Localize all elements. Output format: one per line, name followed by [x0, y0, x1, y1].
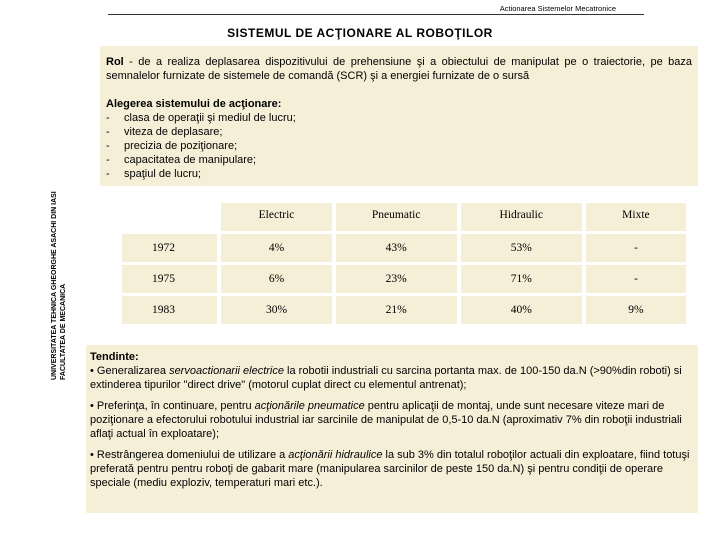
role-paragraph [106, 55, 692, 83]
table-cell: 4% [221, 234, 331, 262]
criteria-list [106, 111, 506, 181]
table-cell: 23% [336, 265, 457, 293]
header-divider [108, 14, 644, 15]
faculty-name: FACULTATEA DE MECANICA [60, 283, 67, 380]
trend-text: pentru aplicaţii de montaj, unde sunt necesare viteze mari de poziţionare a efectorului robotului industrial iar sarcinile de manipulat de 0,5-10 da.N (aproximativ 7% din roboţii industriali aflaţi actual în exploatare); [90, 400, 682, 440]
actuation-share-table [118, 200, 690, 327]
table-cell: - [586, 265, 686, 293]
vertical-affiliation [50, 130, 68, 380]
running-header: Actionarea Sistemelor Mecatronice [499, 4, 616, 13]
list-item: - capacitatea de manipulare; [106, 153, 506, 167]
criteria-heading: Alegerea sistemului de acţionare: [106, 98, 282, 110]
trend-text: la robotii industriali cu sarcina portanta max. de 100-150 da.N (>90%din roboti) si extinderea tipurilor "direct drive" (motorul cuplat direct cu elementul antrenat); [90, 365, 682, 391]
university-name: UNIVERSITATEA TEHNICA GHEORGHE ASACHI DIN IASI [51, 191, 58, 380]
table-row [122, 265, 686, 293]
row-year: 1975 [122, 265, 217, 293]
row-year: 1972 [122, 234, 217, 262]
list-item: - precizia de poziţionare; [106, 139, 506, 153]
trend-paragraph-electric [90, 364, 690, 392]
table-row [122, 296, 686, 324]
column-header: Mixte [586, 203, 686, 231]
table-cell: 40% [461, 296, 582, 324]
trend-paragraph-hydraulic [90, 448, 690, 490]
trend-emphasis: acţionările pneumatice [254, 400, 365, 412]
table-cell: 6% [221, 265, 331, 293]
table-cell: 53% [461, 234, 582, 262]
column-header: Hidraulic [461, 203, 582, 231]
table-cell: 71% [461, 265, 582, 293]
table-cell: 21% [336, 296, 457, 324]
trend-text: • Preferinţa, în continuare, pentru [90, 400, 255, 412]
list-item: - viteza de deplasare; [106, 125, 506, 139]
row-year: 1983 [122, 296, 217, 324]
selection-criteria [106, 97, 506, 181]
table-cell: - [586, 234, 686, 262]
table-corner [122, 203, 217, 231]
trend-text: la sub 3% din totalul roboţilor actuali din exploatare, fiind totuşi preferată pentru pentru roboţi de gabarit mare (manipularea sarcinilor de peste 150 da.N) şi pentru condiţii de operare speciale (mediu exploziv, temperaturi mari etc.). [90, 449, 690, 489]
trend-text: • Restrângerea domeniului de utilizare a [90, 449, 289, 461]
column-header: Pneumatic [336, 203, 457, 231]
list-item: - clasa de operaţii şi mediul de lucru; [106, 111, 506, 125]
table-header-row [122, 203, 686, 231]
list-item: - spaţiul de lucru; [106, 167, 506, 181]
table-cell: 9% [586, 296, 686, 324]
table-cell: 43% [336, 234, 457, 262]
role-label: Rol [106, 56, 124, 68]
page-title: SISTEMUL DE ACŢIONARE AL ROBOŢILOR [227, 26, 493, 40]
trend-emphasis: acţionării hidraulice [288, 449, 383, 461]
trends-heading: Tendinte: [90, 351, 139, 363]
table-row [122, 234, 686, 262]
trends-section [90, 350, 690, 497]
trend-paragraph-pneumatic [90, 399, 690, 441]
column-header: Electric [221, 203, 331, 231]
role-text: - de a realiza deplasarea dispozitivului de prehensiune şi a obiectului de manipulat pe o traiectorie, pe baza semnalelor furnizate de sistemele de comandă (SCR) şi a energiei furnizate de o sursă [106, 56, 692, 82]
table-cell: 30% [221, 296, 331, 324]
trend-emphasis: servoactionarii electrice [169, 365, 284, 377]
trend-text: • Generalizarea [90, 365, 170, 377]
